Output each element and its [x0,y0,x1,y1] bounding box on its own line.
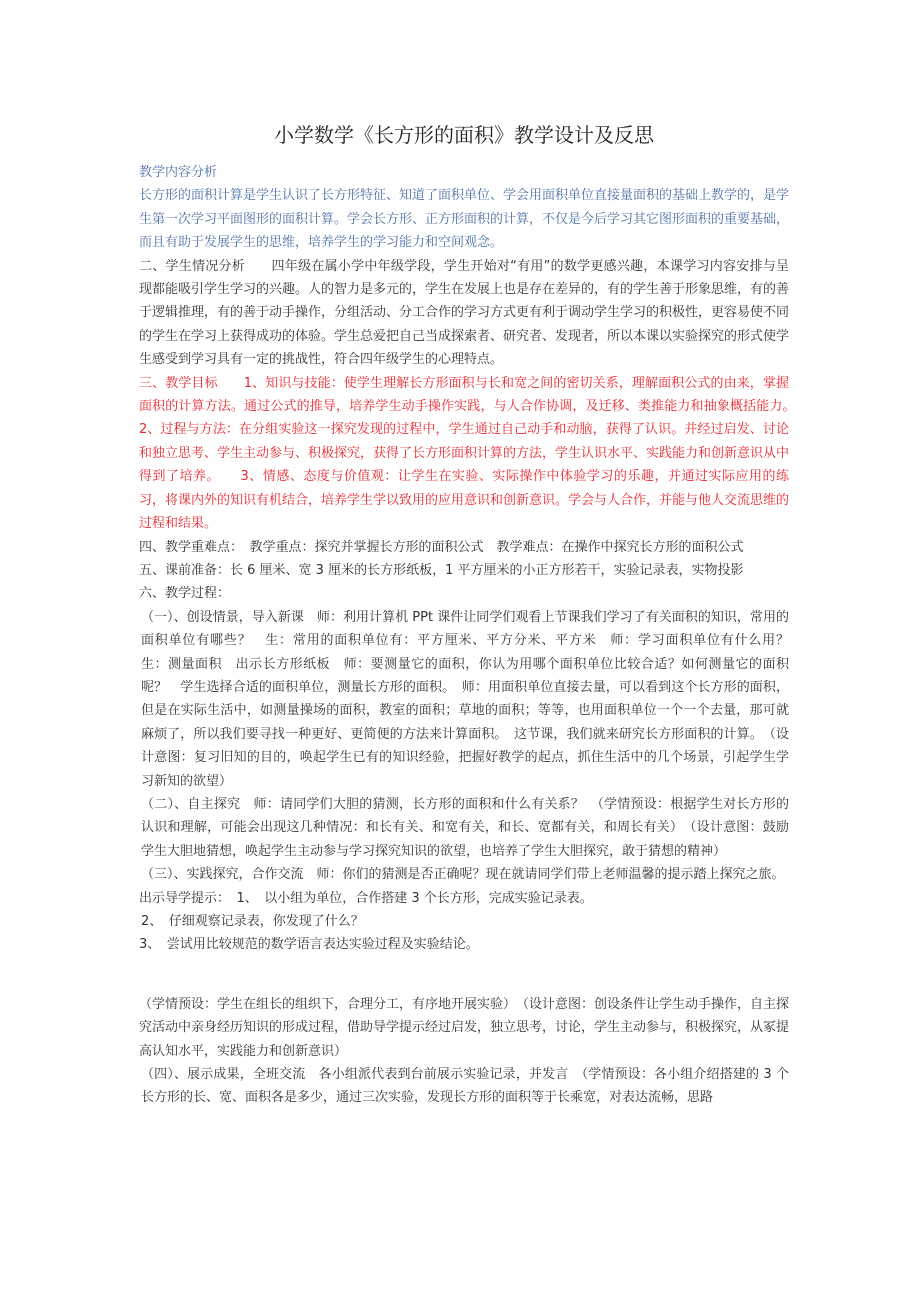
blank-line [139,957,789,993]
preparation: 五、课前准备：长 6 厘米、宽 3 厘米的长方形纸板，1 平方厘米的小正方形若干，实验记录表，实物投影 [139,562,744,578]
teaching-goals: 三、教学目标 1、知识与技能：使学生理解长方形面积与长和宽之间的密切关系，理解面积公式的由来，掌握面积的计算方法。通过公式的推导，培养学生动手操作实践，与人合作协调，及迁移、类推能力和抽象概括能力。 2、过程与方法：在分组实验这一探究发现的过程中，学生通过自己动手和动脑，获得了认识。并经过启发、讨论和独立思考、学生主动参与、积极探究，获得了长方形面积计算的方法，学生认识水平、实践能力和创新意识从中得到了培养。 3、情感、态度与价值观：让学生在实验、实际操作中体验学习的乐趣，并通过实际应用的练习，将课内外的知识有机结合，培养学生学以致用的应用意识和创新意识。学会与人合作，并能与他人交流思维的过程和结果。 [139,375,816,532]
content-analysis-text: 长方形的面积计算是学生认识了长方形特征、知道了面积单位、学会用面积单位直接量面积的基础上教学的，是学生第一次学习平面图形的面积计算。学会长方形、正方形面积的计算，不仅是今后学习其它图形面积的重要基础，而且有助于发展学生的思维，培养学生的学习能力和空间观念。 [139,188,790,251]
preset-step-3: （学情预设：学生在组长的组织下，合理分工，有序地开展实验） （设计意图：创设条件让学生动手操作，自主探究活动中亲身经历知识的形成过程，借助导学提示经过启发，独立思考，讨论，学生主动参与，积极探究，从冢提高认知水平，实践能力和创新意识） [139,996,790,1059]
hint-intro: 出示导学提示： 1、 以小组为单位，合作搭建 3 个长方形，完成实验记录表。 [139,890,593,906]
document-body [139,161,816,1110]
student-analysis: 二、学生情况分析 四年级在属小学中年级学段，学生开始对“有用”的数学更感兴趣，本课学习内容安排与呈现都能吸引学生学习的兴趣。人的智力是多元的，学生在发展上也是存在差异的，有的学生善于形象思维，有的善于逻辑推理，有的善于动手操作，分组活动、分工合作的学习方式更有利于调动学生学习的积极性，更容易使不同的学生在学习上获得成功的体验。学生总爱把自己当成探索者、研究者、发现者，所以本课以实验探究的形式使学生感受到学习具有一定的挑战性，符合四年级学生的心理特点。 [139,258,790,368]
key-difficult-points: 四、教学重难点： 教学重点：探究并掌握长方形的面积公式 教学难点：在操作中探究长方形的面积公式 [139,539,744,555]
step-4: （四）、展示成果，全班交流 各小组派代表到台前展示实验记录，并发言 （学情预设：各小组介绍搭建的 3 个长方形的长、宽、面积各是多少，通过三次实验，发现长方形的面积等于长乘宽，对表达流畅，思路 [141,1067,789,1106]
document-title: 小学数学《长方形的面积》教学设计及反思 [274,123,654,147]
step-3: （三）、实践探究，合作交流 师：你们的猜测是否正确呢？现在就请同学们带上老师温馨的提示踏上探究之旅。 [141,867,785,883]
hint-3: 3、 尝试用比较规范的数学语言表达实验过程及实验结论。 [139,937,479,953]
content-analysis-heading: 教学内容分析 [139,165,218,180]
step-2: （二）、自主探究 师：请同学们大胆的猜测，长方形的面积和什么有关系？ （学情预设：根据学生对长方形的认识和理解，可能会出现这几种情况：和长有关、和宽有关，和长、宽都有关，和周长有关） （设计意图：鼓励学生大胆地猜想，唤起学生主动参与学习探究知识的欲望，也培养了学生大胆探究，敢于猜想的精神） [141,796,789,859]
process-heading: 六、教学过程： [139,586,231,602]
step-1: （一）、创设情景，导入新课 师：利用计算机 PPt 课件让同学们观看上节课我们学习了有关面积的知识，常用的面积单位有哪些？ 生：常用的面积单位有：平方厘米、平方分米、平方米 师：学习面积单位有什么用？ 生：测量面积 出示长方形纸板 师：要测量它的面积，你认为用哪个面积单位比较合适？如何测量它的面积呢？ 学生选择合适的面积单位，测量长方形的面积。 师：用面积单位直接去量，可以看到这个长方形的面积，但是在实际生活中，如测量操场的面积，教室的面积；草地的面积；等等，也用面积单位一个一个去量，那可就麻烦了，所以我们要寻找一种更好、更简便的方法来计算面积。 这节课，我们就来研究长方形面积的计算。 （设计意图：复习旧知的目的，唤起学生已有的知识经验，把握好教学的起点，抓住生活中的几个场景，引起学生学习新知的欲望） [141,609,803,789]
hint-2: 2、 仔细观察记录表，你发现了什么？ [141,914,364,929]
